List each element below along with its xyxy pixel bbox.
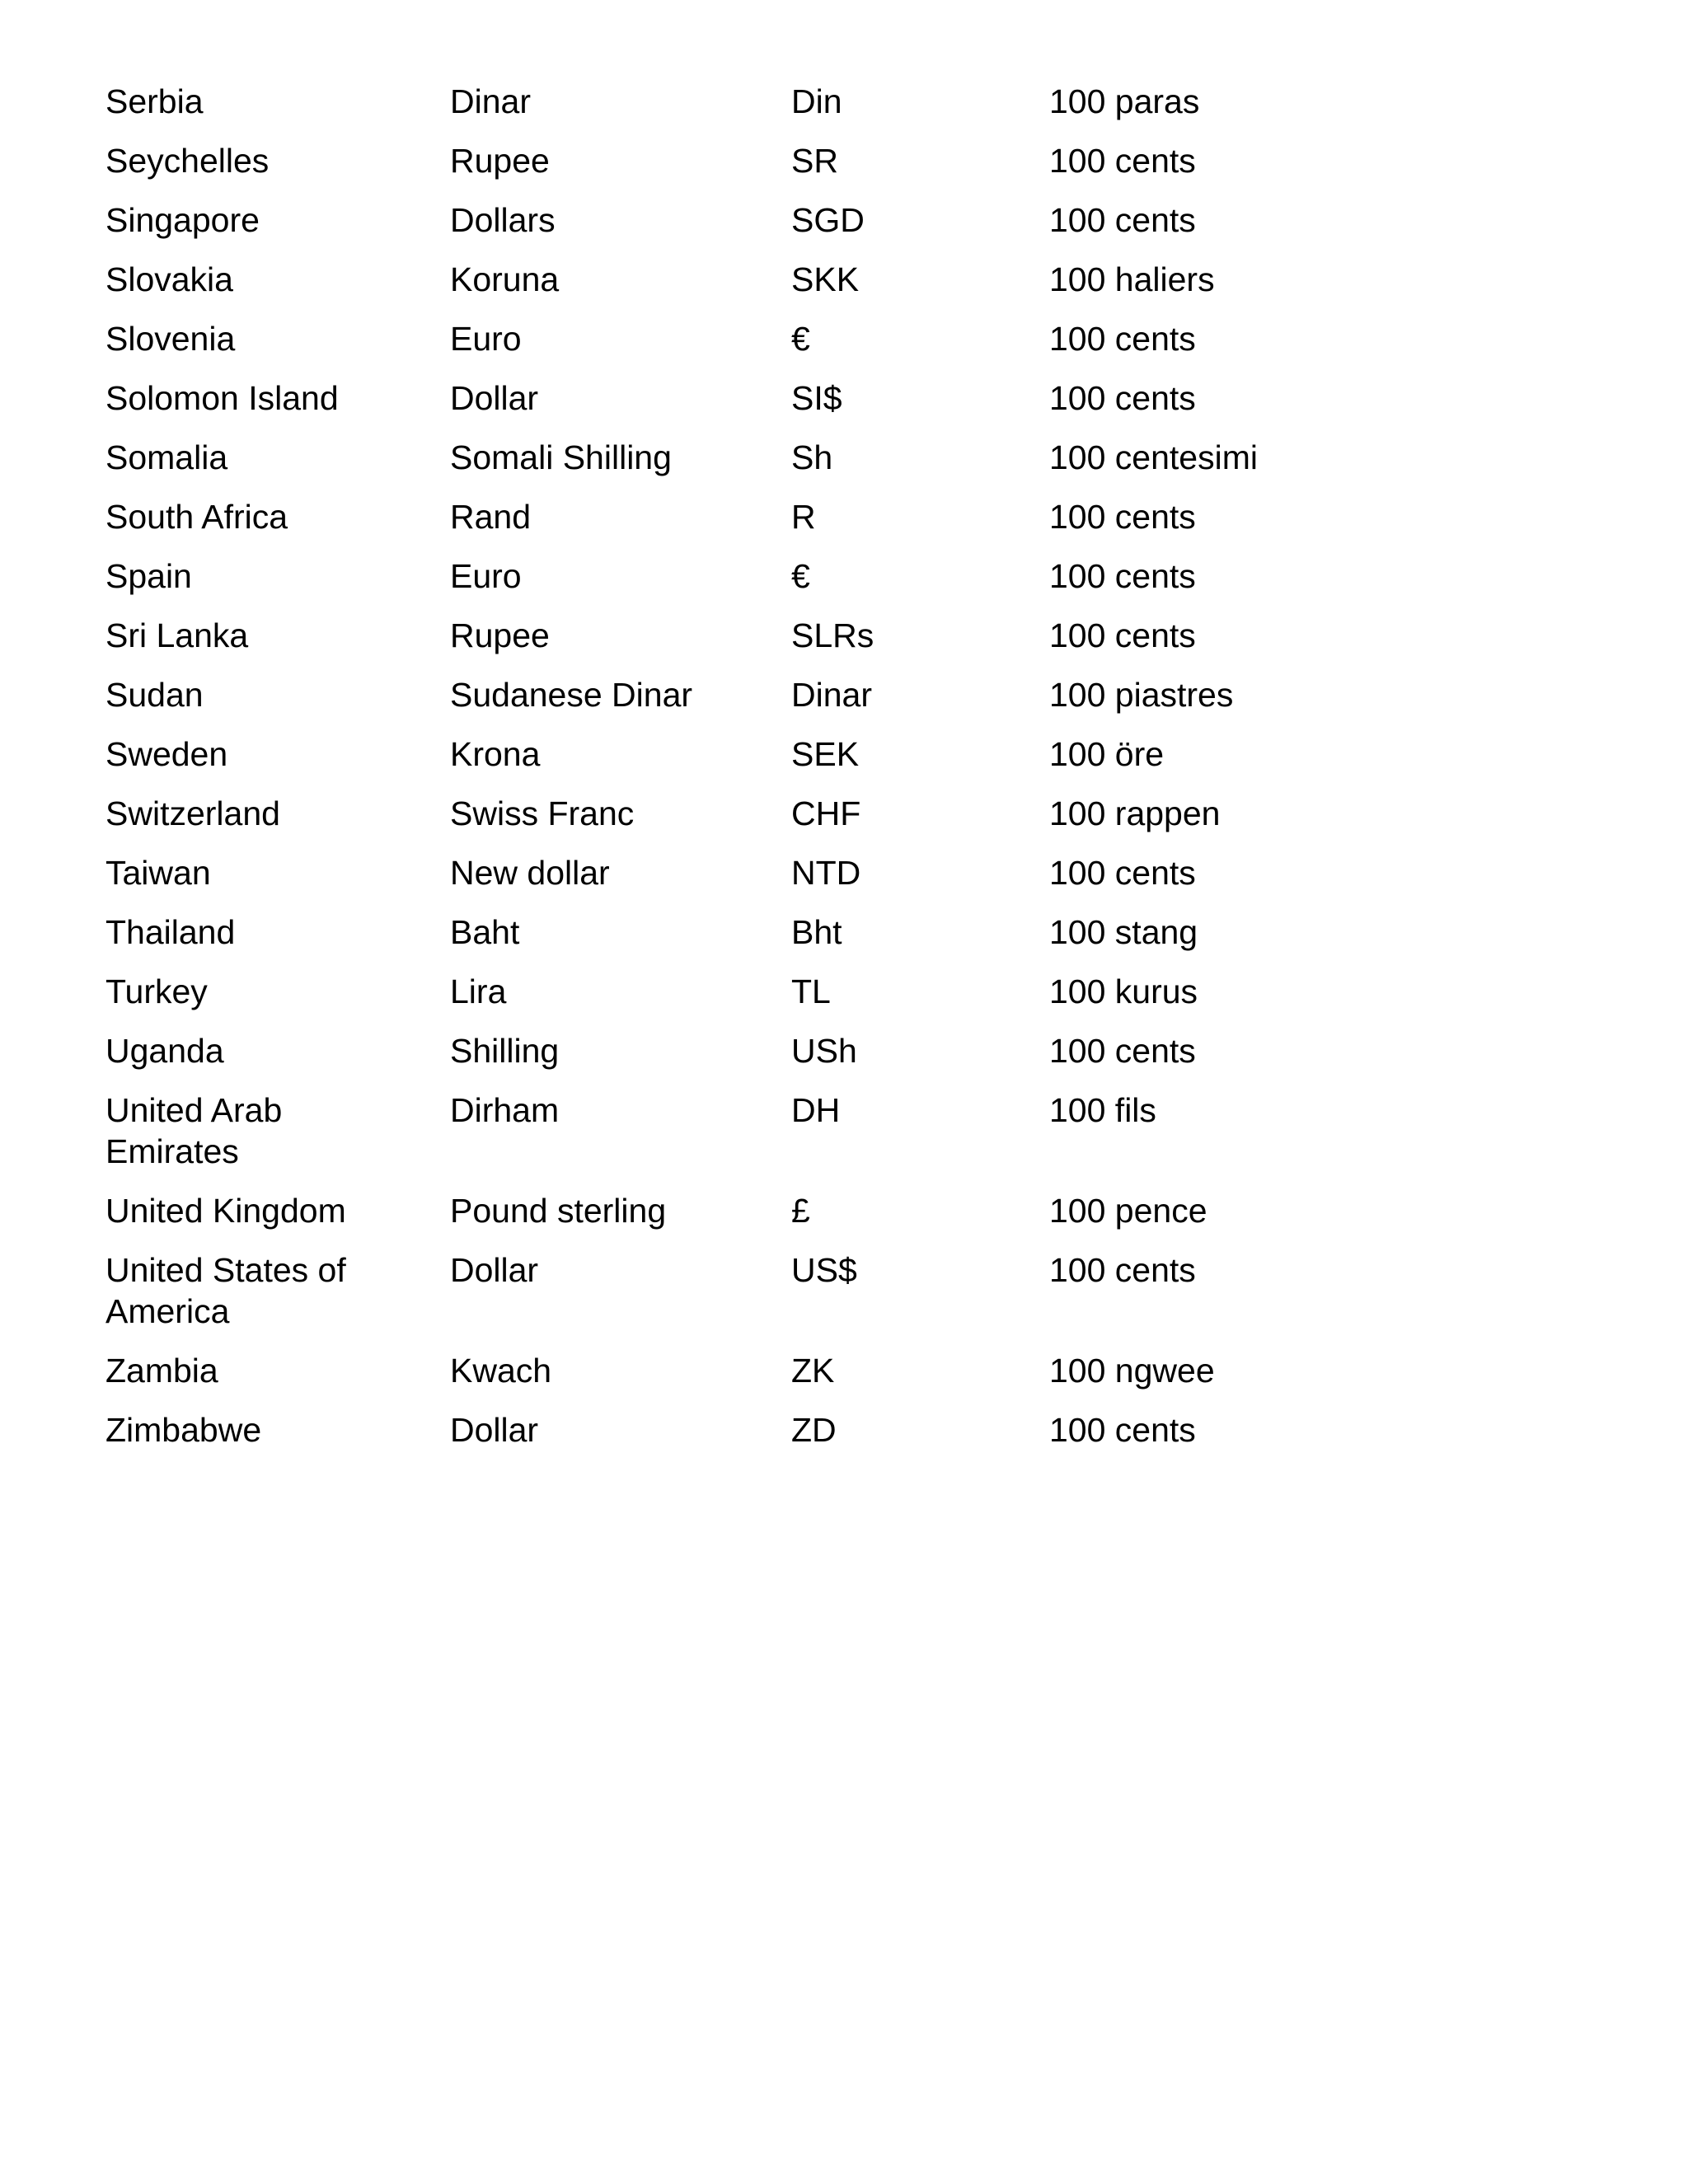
subunit-cell: 100 cents bbox=[1049, 854, 1196, 892]
country-cell: United States of America bbox=[106, 1251, 346, 1330]
currency-symbol-cell: SGD bbox=[791, 201, 865, 239]
table-row bbox=[106, 1083, 1342, 1183]
currency-name-cell: Dirham bbox=[450, 1091, 560, 1129]
table-row bbox=[106, 1024, 1342, 1083]
subunit-cell: 100 cents bbox=[1049, 616, 1196, 654]
table-row bbox=[106, 74, 1342, 134]
currency-name-cell: Euro bbox=[450, 320, 522, 358]
currency-name-cell: Baht bbox=[450, 913, 520, 951]
currency-symbol-cell: R bbox=[791, 498, 816, 536]
subunit-cell: 100 cents bbox=[1049, 1032, 1196, 1070]
currency-name-cell: Dinar bbox=[450, 82, 531, 120]
country-cell: United Arab Emirates bbox=[106, 1091, 283, 1170]
subunit-cell: 100 stang bbox=[1049, 913, 1198, 951]
country-cell: United Kingdom bbox=[106, 1192, 346, 1230]
country-cell: Zimbabwe bbox=[106, 1411, 262, 1449]
currency-name-cell: Euro bbox=[450, 557, 522, 595]
subunit-cell: 100 rappen bbox=[1049, 794, 1221, 832]
country-cell: Slovakia bbox=[106, 260, 233, 298]
subunit-cell: 100 kurus bbox=[1049, 972, 1198, 1010]
subunit-cell: 100 cents bbox=[1049, 142, 1196, 180]
currency-symbol-cell: SI$ bbox=[791, 379, 842, 417]
country-cell: Switzerland bbox=[106, 794, 280, 832]
currency-name-cell: Kwach bbox=[450, 1352, 552, 1390]
table-row bbox=[106, 312, 1342, 371]
table-row bbox=[106, 964, 1342, 1024]
currency-name-cell: Rand bbox=[450, 498, 532, 536]
currency-symbol-cell: Sh bbox=[791, 438, 833, 476]
currency-name-cell: Dollar bbox=[450, 1411, 539, 1449]
currency-symbol-cell: DH bbox=[791, 1091, 841, 1129]
country-cell: Slovenia bbox=[106, 320, 236, 358]
country-cell: Seychelles bbox=[106, 142, 270, 180]
currency-name-cell: Dollars bbox=[450, 201, 556, 239]
country-cell: Spain bbox=[106, 557, 192, 595]
currency-table bbox=[106, 74, 1342, 1462]
table-row bbox=[106, 1183, 1342, 1243]
table-row bbox=[106, 727, 1342, 786]
subunit-cell: 100 cents bbox=[1049, 1251, 1196, 1289]
table-row bbox=[106, 786, 1342, 846]
country-cell: Uganda bbox=[106, 1032, 224, 1070]
country-cell: Thailand bbox=[106, 913, 236, 951]
currency-symbol-cell: NTD bbox=[791, 854, 861, 892]
country-cell: Taiwan bbox=[106, 854, 211, 892]
currency-name-cell: Pound sterling bbox=[450, 1192, 667, 1230]
subunit-cell: 100 cents bbox=[1049, 557, 1196, 595]
currency-symbol-cell: Dinar bbox=[791, 676, 872, 714]
table-row bbox=[106, 1343, 1342, 1403]
currency-name-cell: Dollar bbox=[450, 379, 539, 417]
currency-symbol-cell: SEK bbox=[791, 735, 860, 773]
currency-symbol-cell: USh bbox=[791, 1032, 857, 1070]
currency-name-cell: Rupee bbox=[450, 142, 550, 180]
subunit-cell: 100 ngwee bbox=[1049, 1352, 1215, 1390]
currency-name-cell: Krona bbox=[450, 735, 541, 773]
currency-symbol-cell: CHF bbox=[791, 794, 861, 832]
table-row bbox=[106, 608, 1342, 668]
country-cell: Solomon Island bbox=[106, 379, 339, 417]
subunit-cell: 100 cents bbox=[1049, 379, 1196, 417]
table-row bbox=[106, 905, 1342, 964]
currency-symbol-cell: SLRs bbox=[791, 616, 874, 654]
currency-name-cell: Swiss Franc bbox=[450, 794, 635, 832]
country-cell: Zambia bbox=[106, 1352, 218, 1390]
currency-symbol-cell: Bht bbox=[791, 913, 842, 951]
currency-symbol-cell: ZK bbox=[791, 1352, 835, 1390]
country-cell: Serbia bbox=[106, 82, 204, 120]
subunit-cell: 100 öre bbox=[1049, 735, 1165, 773]
subunit-cell: 100 cents bbox=[1049, 1411, 1196, 1449]
table-row bbox=[106, 549, 1342, 608]
currency-name-cell: Somali Shilling bbox=[450, 438, 672, 476]
currency-symbol-cell: € bbox=[791, 320, 810, 358]
table-row bbox=[106, 430, 1342, 490]
table-row bbox=[106, 193, 1342, 252]
subunit-cell: 100 pence bbox=[1049, 1192, 1207, 1230]
currency-symbol-cell: TL bbox=[791, 972, 831, 1010]
table-row bbox=[106, 1403, 1342, 1462]
subunit-cell: 100 cents bbox=[1049, 201, 1196, 239]
currency-name-cell: Koruna bbox=[450, 260, 560, 298]
currency-symbol-cell: ZD bbox=[791, 1411, 837, 1449]
currency-symbol-cell: SR bbox=[791, 142, 838, 180]
currency-name-cell: Sudanese Dinar bbox=[450, 676, 693, 714]
table-row bbox=[106, 371, 1342, 430]
country-cell: Sweden bbox=[106, 735, 228, 773]
subunit-cell: 100 haliers bbox=[1049, 260, 1215, 298]
subunit-cell: 100 piastres bbox=[1049, 676, 1234, 714]
currency-name-cell: Lira bbox=[450, 972, 507, 1010]
currency-name-cell: Rupee bbox=[450, 616, 550, 654]
country-cell: Singapore bbox=[106, 201, 260, 239]
country-cell: Somalia bbox=[106, 438, 228, 476]
subunit-cell: 100 fils bbox=[1049, 1091, 1156, 1129]
currency-symbol-cell: SKK bbox=[791, 260, 860, 298]
subunit-cell: 100 paras bbox=[1049, 82, 1200, 120]
currency-symbol-cell: US$ bbox=[791, 1251, 857, 1289]
currency-symbol-cell: £ bbox=[791, 1192, 810, 1230]
country-cell: Sri Lanka bbox=[106, 616, 249, 654]
country-cell: Turkey bbox=[106, 972, 208, 1010]
table-row bbox=[106, 134, 1342, 193]
table-row bbox=[106, 490, 1342, 549]
table-row bbox=[106, 668, 1342, 727]
currency-symbol-cell: Din bbox=[791, 82, 842, 120]
currency-symbol-cell: € bbox=[791, 557, 810, 595]
table-row bbox=[106, 1243, 1342, 1343]
subunit-cell: 100 cents bbox=[1049, 320, 1196, 358]
table-row bbox=[106, 252, 1342, 312]
currency-name-cell: New dollar bbox=[450, 854, 610, 892]
country-cell: Sudan bbox=[106, 676, 204, 714]
currency-name-cell: Shilling bbox=[450, 1032, 560, 1070]
currency-name-cell: Dollar bbox=[450, 1251, 539, 1289]
subunit-cell: 100 cents bbox=[1049, 498, 1196, 536]
subunit-cell: 100 centesimi bbox=[1049, 438, 1258, 476]
country-cell: South Africa bbox=[106, 498, 288, 536]
table-row bbox=[106, 846, 1342, 905]
